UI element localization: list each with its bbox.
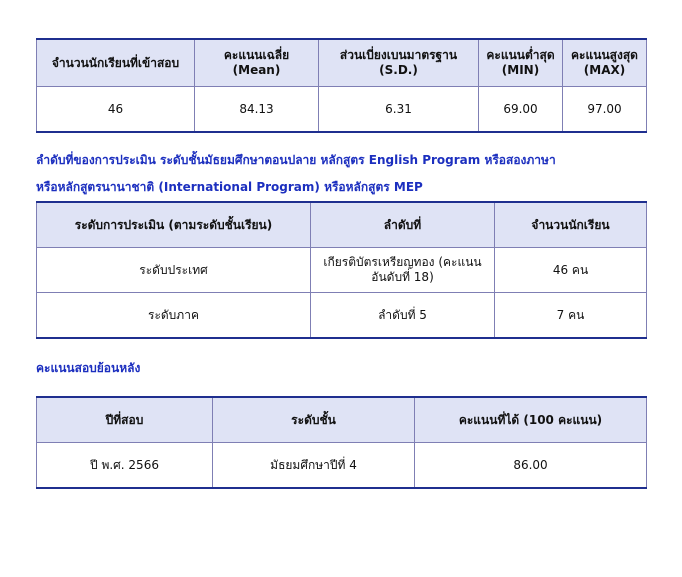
stats-table (36, 38, 647, 133)
header-assessment-level: ระดับการประเมิน (ตามระดับชั้นเรียน) (37, 202, 311, 248)
header-mean: คะแนนเฉลี่ย (Mean) (195, 39, 319, 87)
cell-score: 86.00 (415, 443, 647, 489)
stats-header-row (37, 39, 647, 87)
cell-level-regional: ระดับภาค (37, 293, 311, 339)
cell-rank-regional: ลำดับที่ 5 (311, 293, 495, 339)
cell-max: 97.00 (563, 87, 647, 133)
cell-count-regional: 7 คน (495, 293, 647, 339)
table-row (37, 443, 647, 489)
stats-data-row (37, 87, 647, 133)
ranking-heading-line2: หรือหลักสูตรนานาชาติ (International Program) หรือหลักสูตร MEP (36, 180, 423, 194)
history-table (36, 396, 647, 489)
cell-min: 69.00 (479, 87, 563, 133)
cell-student-count: 46 (37, 87, 195, 133)
header-student-count: จำนวนนักเรียนที่เข้าสอบ (37, 39, 195, 87)
ranking-header-row (37, 202, 647, 248)
header-sd: ส่วนเบี่ยงเบนมาตรฐาน (S.D.) (319, 39, 479, 87)
cell-sd: 6.31 (319, 87, 479, 133)
table-row (37, 248, 647, 293)
cell-rank-national: เกียรติบัตรเหรียญทอง (คะแนน อันดับที่ 18) (311, 248, 495, 293)
header-exam-year: ปีที่สอบ (37, 397, 213, 443)
header-score: คะแนนที่ได้ (100 คะแนน) (415, 397, 647, 443)
header-rank: ลำดับที่ (311, 202, 495, 248)
cell-mean: 84.13 (195, 87, 319, 133)
history-heading: คะแนนสอบย้อนหลัง (36, 361, 141, 375)
table-row (37, 293, 647, 339)
ranking-table (36, 201, 647, 339)
cell-count-national: 46 คน (495, 248, 647, 293)
history-header-row (37, 397, 647, 443)
header-student-number: จำนวนนักเรียน (495, 202, 647, 248)
cell-exam-year: ปี พ.ศ. 2566 (37, 443, 213, 489)
header-min: คะแนนต่ำสุด (MIN) (479, 39, 563, 87)
header-max: คะแนนสูงสุด (MAX) (563, 39, 647, 87)
ranking-heading-line1: ลำดับที่ของการประเมิน ระดับชั้นมัธยมศึกษาตอนปลาย หลักสูตร English Program หรือสองภาษา (36, 153, 556, 167)
cell-level-national: ระดับประเทศ (37, 248, 311, 293)
cell-grade-level: มัธยมศึกษาปีที่ 4 (213, 443, 415, 489)
header-grade-level: ระดับชั้น (213, 397, 415, 443)
